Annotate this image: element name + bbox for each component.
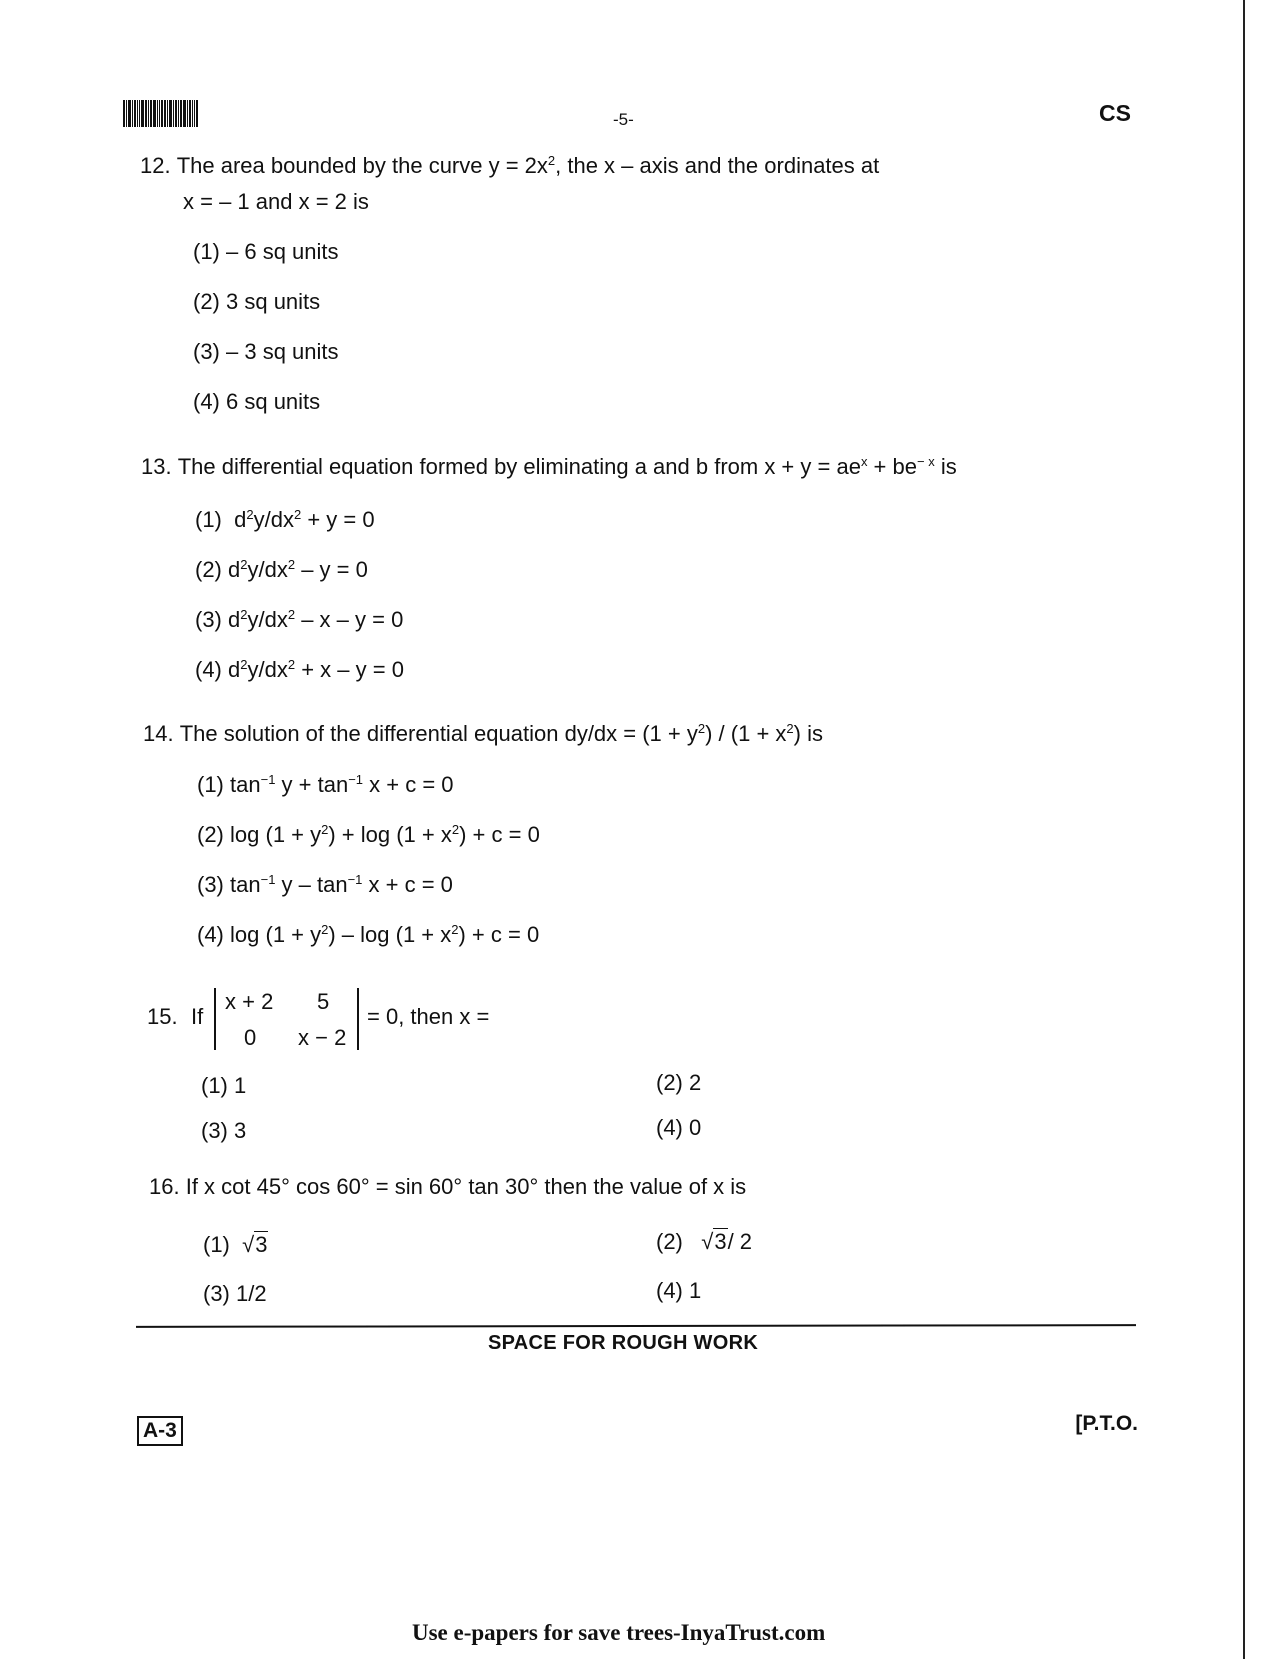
sqrt: √3 (242, 1232, 268, 1257)
question-number: 13. (141, 454, 172, 479)
q13-option-1 (195, 506, 375, 534)
q14-text-a: The solution of the differential equation dy/dx = (1 + y (179, 721, 698, 746)
q12-sup: 2 (547, 153, 556, 168)
question-12-line1 (140, 152, 879, 180)
opt-b: ) – log (1 + x (328, 922, 452, 947)
q13-sup1: x (860, 454, 868, 469)
opt-c: + y = 0 (301, 507, 375, 532)
question-12-line2: x = – 1 and x = 2 is (183, 189, 369, 214)
q13-text-a: The differential equation formed by eliminating a and b from x + y = ae (177, 454, 861, 479)
question-14-text (143, 720, 823, 748)
radicand: 3 (255, 1232, 268, 1257)
opt-b: y + tan (275, 772, 349, 797)
opt-label: (4) (195, 657, 222, 682)
opt-a: d (228, 657, 241, 682)
opt-s2: −1 (348, 772, 364, 787)
q16-option-1 (203, 1231, 268, 1259)
question-16-text (149, 1173, 746, 1201)
q16-option-4: (4) 1 (656, 1278, 702, 1303)
opt-b: y/dx (247, 657, 288, 682)
opt-c: – y = 0 (295, 557, 368, 582)
opt-s2: 2 (451, 922, 459, 937)
booklet-code-box: A-3 (137, 1416, 183, 1446)
q16-option-2 (656, 1228, 752, 1256)
opt-s1: −1 (260, 872, 276, 887)
q12-option-1: (1) – 6 sq units (193, 239, 339, 264)
q12-text-a: The area bounded by the curve y = 2x (176, 153, 548, 178)
matrix-cell: 5 (317, 989, 330, 1014)
opt-c: ) + c = 0 (459, 822, 540, 847)
opt-a: d (234, 507, 247, 532)
opt-s1: 2 (246, 507, 254, 522)
q14-option-1 (197, 771, 454, 799)
opt-label: (2) (656, 1229, 683, 1254)
q14-sup1: 2 (697, 721, 706, 736)
opt-s1: 2 (321, 822, 329, 837)
opt-a: log (1 + y (230, 922, 322, 947)
opt-label: (1) (195, 507, 222, 532)
rough-work-label: SPACE FOR ROUGH WORK (488, 1332, 759, 1354)
opt-b: ) + log (1 + x (328, 822, 452, 847)
q13-option-3 (195, 606, 403, 634)
matrix-cell: 0 (244, 1025, 257, 1050)
opt-c: x + c = 0 (363, 772, 454, 797)
please-turn-over: [P.T.O. (1075, 1412, 1138, 1435)
question-15-suffix: = 0, then x = (367, 1004, 490, 1029)
radicand: 3 (714, 1229, 727, 1254)
opt-label: (2) (195, 557, 222, 582)
opt-c: x + c = 0 (362, 872, 453, 897)
opt-s1: 2 (240, 607, 248, 622)
opt-a: d (228, 557, 241, 582)
opt-a: log (1 + y (230, 822, 322, 847)
opt-label: (4) (197, 922, 224, 947)
opt-c: – x – y = 0 (295, 607, 404, 632)
opt-a: tan (230, 772, 261, 797)
opt-b: y/dx (247, 557, 288, 582)
q13-sup2: − x (916, 454, 935, 469)
q14-option-2 (197, 821, 540, 849)
series-code: CS (1099, 100, 1131, 126)
q13-text-b: + be (867, 454, 917, 479)
opt-label: (3) (195, 607, 222, 632)
page-edge-rule (1243, 0, 1245, 1659)
opt-s1: 2 (240, 657, 248, 672)
opt-s2: 2 (451, 822, 460, 837)
opt-label: (1) (197, 772, 224, 797)
question-13-text (141, 453, 957, 481)
q12-option-4: (4) 6 sq units (193, 389, 321, 414)
question-number: 12. (140, 153, 171, 178)
q12-text-b: , the x – axis and the ordinates at (555, 153, 880, 178)
q12-option-3: (3) – 3 sq units (193, 339, 339, 364)
opt-s1: 2 (240, 557, 248, 572)
opt-label: (2) (197, 822, 224, 847)
q16-option-3: (3) 1/2 (203, 1281, 267, 1306)
question-number: 16. (149, 1174, 180, 1199)
q14-text-c: ) is (793, 721, 823, 746)
opt-a: tan (230, 872, 261, 897)
matrix-cell: x − 2 (298, 1025, 347, 1050)
q14-option-3 (197, 871, 453, 899)
q13-option-2 (195, 556, 368, 584)
q14-sup2: 2 (786, 721, 794, 736)
opt-c: ) + c = 0 (458, 922, 540, 947)
q13-text-c: is (934, 454, 957, 479)
question-15-prefix: If (191, 1004, 204, 1029)
page-number: -5- (613, 110, 634, 129)
sqrt: √3 (701, 1229, 727, 1254)
opt-label: (1) (203, 1232, 230, 1257)
opt-b: y/dx (253, 507, 294, 532)
footer-text: Use e-papers for save trees-InyaTrust.com (412, 1620, 826, 1645)
barcode (123, 100, 215, 127)
opt-tail: / 2 (727, 1229, 753, 1254)
opt-b: y/dx (247, 607, 288, 632)
q15-option-1: (1) 1 (201, 1073, 247, 1098)
determinant-left-bar (214, 988, 216, 1050)
opt-s2: 2 (287, 557, 296, 572)
opt-s1: 2 (321, 922, 329, 937)
opt-a: d (228, 607, 241, 632)
q14-option-4 (197, 921, 539, 949)
opt-s2: 2 (287, 607, 296, 622)
q16-text: If x cot 45° cos 60° = sin 60° tan 30° then the value of x is (185, 1174, 747, 1199)
opt-c: + x – y = 0 (295, 657, 404, 682)
q15-option-2: (2) 2 (656, 1070, 702, 1095)
matrix-cell: x + 2 (225, 989, 274, 1014)
opt-label: (3) (197, 872, 224, 897)
opt-b: y – tan (275, 872, 348, 897)
opt-s1: −1 (260, 772, 276, 787)
q13-option-4 (195, 656, 404, 684)
rough-work-divider (136, 1324, 1136, 1328)
q14-text-b: ) / (1 + x (705, 721, 787, 746)
opt-s2: 2 (293, 507, 302, 522)
question-number: 14. (143, 721, 174, 746)
question-15-number: 15. (147, 1004, 178, 1029)
opt-s2: −1 (347, 872, 363, 887)
q12-option-2: (2) 3 sq units (193, 289, 321, 314)
opt-s2: 2 (287, 657, 296, 672)
q15-option-4: (4) 0 (656, 1115, 702, 1140)
determinant-right-bar (357, 988, 359, 1050)
q15-option-3: (3) 3 (201, 1118, 247, 1143)
